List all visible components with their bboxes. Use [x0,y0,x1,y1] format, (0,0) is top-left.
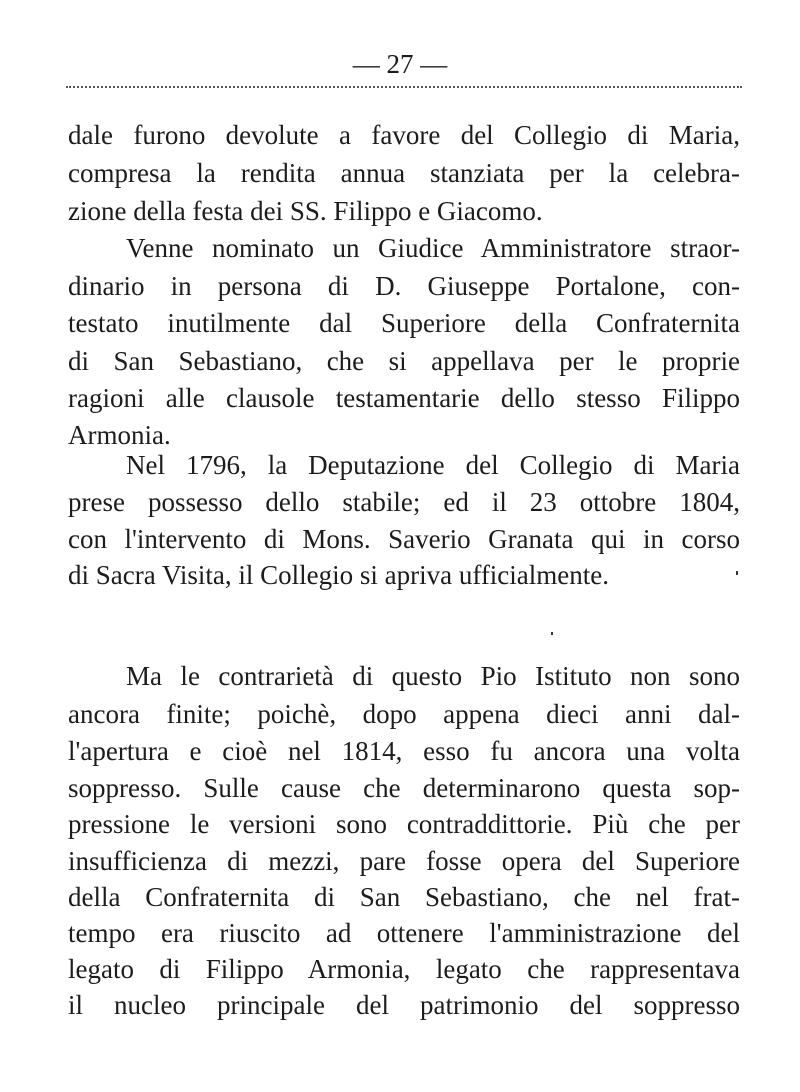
paragraph-2-line-2: dinario in persona di D. Giuseppe Portalone, con- [68,271,740,301]
paragraph-1-line-1: dale furono devolute a favore del Collegio di Maria, [68,120,740,150]
paragraph-4-line-6: insufficienza di mezzi, pare fosse opera del Superiore [68,846,740,876]
print-speck [551,632,553,635]
print-speck [736,571,738,575]
paragraph-4-line-5: pressione le versioni sono contraddittorie. Più che per [68,809,740,839]
paragraph-4-line-10: il nucleo principale del patrimonio del soppresso [68,990,740,1020]
paragraph-3-line-2: prese possesso dello stabile; ed il 23 ottobre 1804, [68,487,740,517]
paragraph-4-line-7: della Confraternita di San Sebastiano, che nel frat- [68,882,740,912]
paragraph-4-line-9: legato di Filippo Armonia, legato che rappresentava [68,954,740,984]
paragraph-4-line-8: tempo era riuscito ad ottenere l'amministrazione del [68,918,740,948]
paragraph-4-line-2: ancora finite; poichè, dopo appena dieci anni dal- [68,699,740,729]
paragraph-2-line-3: testato inutilmente dal Superiore della Confraternita [68,308,740,338]
paragraph-4-line-4: soppresso. Sulle cause che determinarono questa sop- [68,773,740,803]
paragraph-2-line-1: Venne nominato un Giudice Amministratore straor- [126,233,740,263]
paragraph-1-line-3: zione della festa dei SS. Filippo e Giacomo. [68,196,543,226]
paragraph-2-line-4: di San Sebastiano, che si appellava per le proprie [68,346,740,376]
paragraph-2-line-6: Armonia. [68,420,171,450]
paragraph-4-line-1: Ma le contrarietà di questo Pio Istituto non sono [126,661,740,691]
paragraph-3-line-4: di Sacra Visita, il Collegio si apriva ufficialmente. [68,560,610,590]
paragraph-3-line-3: con l'intervento di Mons. Saverio Granata qui in corso [68,524,740,554]
paragraph-2-line-5: ragioni alle clausole testamentarie dello stesso Filippo [68,383,740,413]
page-number: — 27 — [352,49,448,79]
paragraph-4-line-3: l'apertura e cioè nel 1814, esso fu ancora una volta [68,736,740,766]
paragraph-1-line-2: compresa la rendita annua stanziata per la celebra- [68,158,740,188]
paragraph-3-line-1: Nel 1796, la Deputazione del Collegio di Maria [126,450,740,480]
header-dotted-rule [66,86,742,88]
